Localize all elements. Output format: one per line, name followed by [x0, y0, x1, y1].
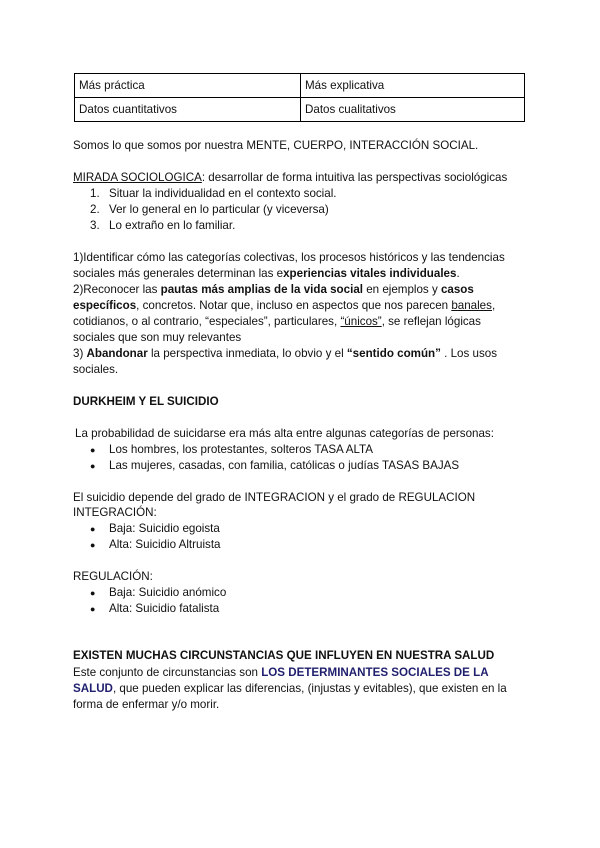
underlined-span: “únicos” [340, 315, 382, 328]
text-span: en ejemplos y [362, 283, 441, 296]
list-number: 1. [90, 187, 100, 200]
bullet-icon: ● [90, 540, 96, 550]
paragraph-3-line [73, 346, 497, 362]
text-span: Este conjunto de circunstancias son [73, 666, 262, 679]
table-cell: Datos cualitativos [301, 98, 525, 122]
intro-paragraph: Somos lo que somos por nuestra MENTE, CUERPO, INTERACCIÓN SOCIAL. [73, 139, 479, 152]
table-cell: Datos cuantitativos [75, 98, 301, 122]
table-cell: Más explicativa [301, 74, 525, 98]
list-text: Los hombres, los protestantes, solteros TASA ALTA [109, 443, 373, 456]
bullet-icon: ● [90, 461, 96, 471]
bold-span: Abandonar [86, 347, 148, 360]
text-span: , se reflejan lógicas [381, 315, 481, 328]
text-span: . Los usos [440, 347, 497, 360]
section-heading-durkheim: DURKHEIM Y EL SUICIDIO [73, 395, 219, 408]
bold-span: “sentido común” [346, 347, 441, 360]
text-span: cotidianos, o al contrario, “especiales”, particulares, [73, 315, 341, 328]
bold-span: pautas más amplias de la vida social [160, 283, 363, 296]
paragraph-2-line: sociales que son muy relevantes [73, 331, 242, 344]
mirada-rest: : desarrollar de forma intuitiva las perspectivas sociológicas [201, 171, 508, 184]
table-row [75, 98, 525, 122]
bullet-icon: ● [90, 588, 96, 598]
text-span: , [491, 299, 496, 312]
text-span: 3) [73, 347, 87, 360]
regulacion-label: REGULACIÓN: [73, 570, 153, 583]
list-text: Las mujeres, casadas, con familia, católicas o judías TASAS BAJAS [109, 459, 460, 472]
salud-paragraph-line [73, 681, 507, 697]
section-heading-salud: EXISTEN MUCHAS CIRCUNSTANCIAS QUE INFLUYEN EN NUESTRA SALUD [73, 649, 495, 662]
durkheim-dependency: El suicidio depende del grado de INTEGRACION y el grado de REGULACION [73, 491, 476, 504]
paragraph-2-line [73, 298, 495, 314]
mirada-sociologica-line [73, 170, 507, 186]
bullet-icon: ● [90, 604, 96, 614]
text-span: , concretos. Notar que, incluso en aspectos que nos parecen [136, 299, 452, 312]
paragraph-3-line: sociales. [73, 363, 119, 376]
list-text: Baja: Suicidio egoista [109, 522, 220, 535]
integracion-label: INTEGRACIÓN: [73, 506, 157, 519]
paragraph-1-line: 1)Identificar cómo las categorías colectivas, los procesos históricos y las tendencias [73, 251, 505, 264]
list-text: Alta: Suicidio Altruista [109, 538, 221, 551]
bullet-icon: ● [90, 445, 96, 455]
highlight-span: SALUD [73, 682, 113, 695]
list-text: Alta: Suicidio fatalista [109, 602, 220, 615]
bold-span: específicos [73, 299, 137, 312]
underlined-span: banales [451, 299, 492, 312]
paragraph-1-line [73, 266, 460, 282]
list-text: Situar la individualidad en el contexto social. [109, 187, 337, 200]
text-span: 2)Reconocer las [73, 283, 161, 296]
text-span: , que pueden explicar las diferencias, (injustas y evitables), que existen en la [112, 682, 507, 695]
text-span: la perspectiva inmediata, lo obvio y el [147, 347, 347, 360]
table-cell: Más práctica [75, 74, 301, 98]
text-span: sociales más generales determinan las e [73, 267, 284, 280]
list-number: 3. [90, 219, 100, 232]
paragraph-2-line [73, 314, 481, 330]
list-number: 2. [90, 203, 100, 216]
paragraph-2-line [73, 282, 474, 298]
durkheim-intro: La probabilidad de suicidarse era más alta entre algunas categorías de personas: [75, 427, 494, 440]
text-span: . [456, 267, 460, 280]
comparison-table [74, 73, 525, 122]
table-row [75, 74, 525, 98]
bullet-icon: ● [90, 524, 96, 534]
salud-paragraph-line [73, 665, 489, 681]
mirada-label: MIRADA SOCIOLOGICA [73, 171, 202, 184]
salud-paragraph-line: forma de enfermar y/o morir. [73, 698, 220, 711]
list-text: Baja: Suicidio anómico [109, 586, 227, 599]
highlight-span: LOS DETERMINANTES SOCIALES DE LA [261, 666, 489, 679]
bold-span: casos [440, 283, 474, 296]
list-text: Lo extraño en lo familiar. [109, 219, 236, 232]
bold-span: xperiencias vitales individuales [283, 267, 457, 280]
list-text: Ver lo general en lo particular (y viceversa) [109, 203, 329, 216]
